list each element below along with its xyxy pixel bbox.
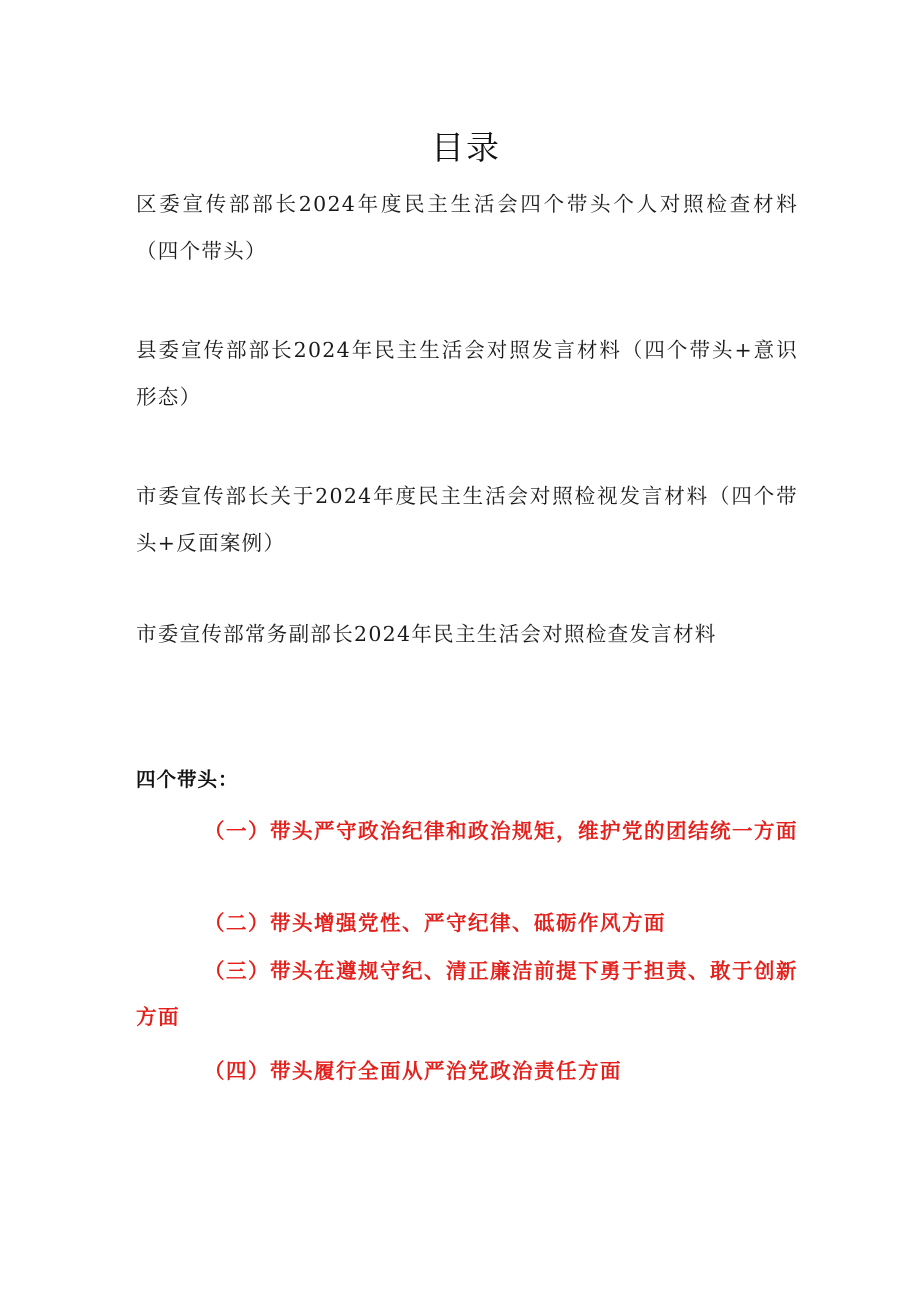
toc-entry[interactable] xyxy=(136,181,798,275)
toc-entry[interactable] xyxy=(136,473,798,567)
section-heading: 四个带头： xyxy=(136,768,239,791)
toc-entry[interactable] xyxy=(136,611,798,658)
toc-entry-text: 市委宣传部长关于2024年度民主生活会对照检视发言材料（四个带头+反面案例） xyxy=(136,484,798,555)
four-leads-item: （一）带头严守政治纪律和政治规矩，维护党的团结统一方面 xyxy=(204,819,798,843)
toc-entry-text: 区委宣传部部长2024年度民主生活会四个带头个人对照检查材料（四个带头） xyxy=(136,192,798,263)
four-leads-item: （四）带头履行全面从严治党政治责任方面 xyxy=(204,1059,622,1083)
toc-entry-text: 县委宣传部部长2024年民主生活会对照发言材料（四个带头+意识形态） xyxy=(136,338,798,409)
four-leads-item: （二）带头增强党性、严守纪律、砥砺作风方面 xyxy=(204,911,666,935)
toc-entry-text: 市委宣传部常务副部长2024年民主生活会对照检查发言材料 xyxy=(136,622,717,646)
toc-entry[interactable] xyxy=(136,327,798,421)
page-title: 目录 xyxy=(431,128,501,167)
four-leads-item: （三）带头在遵规守纪、清正廉洁前提下勇于担责、敢于创新方面 xyxy=(136,959,798,1029)
